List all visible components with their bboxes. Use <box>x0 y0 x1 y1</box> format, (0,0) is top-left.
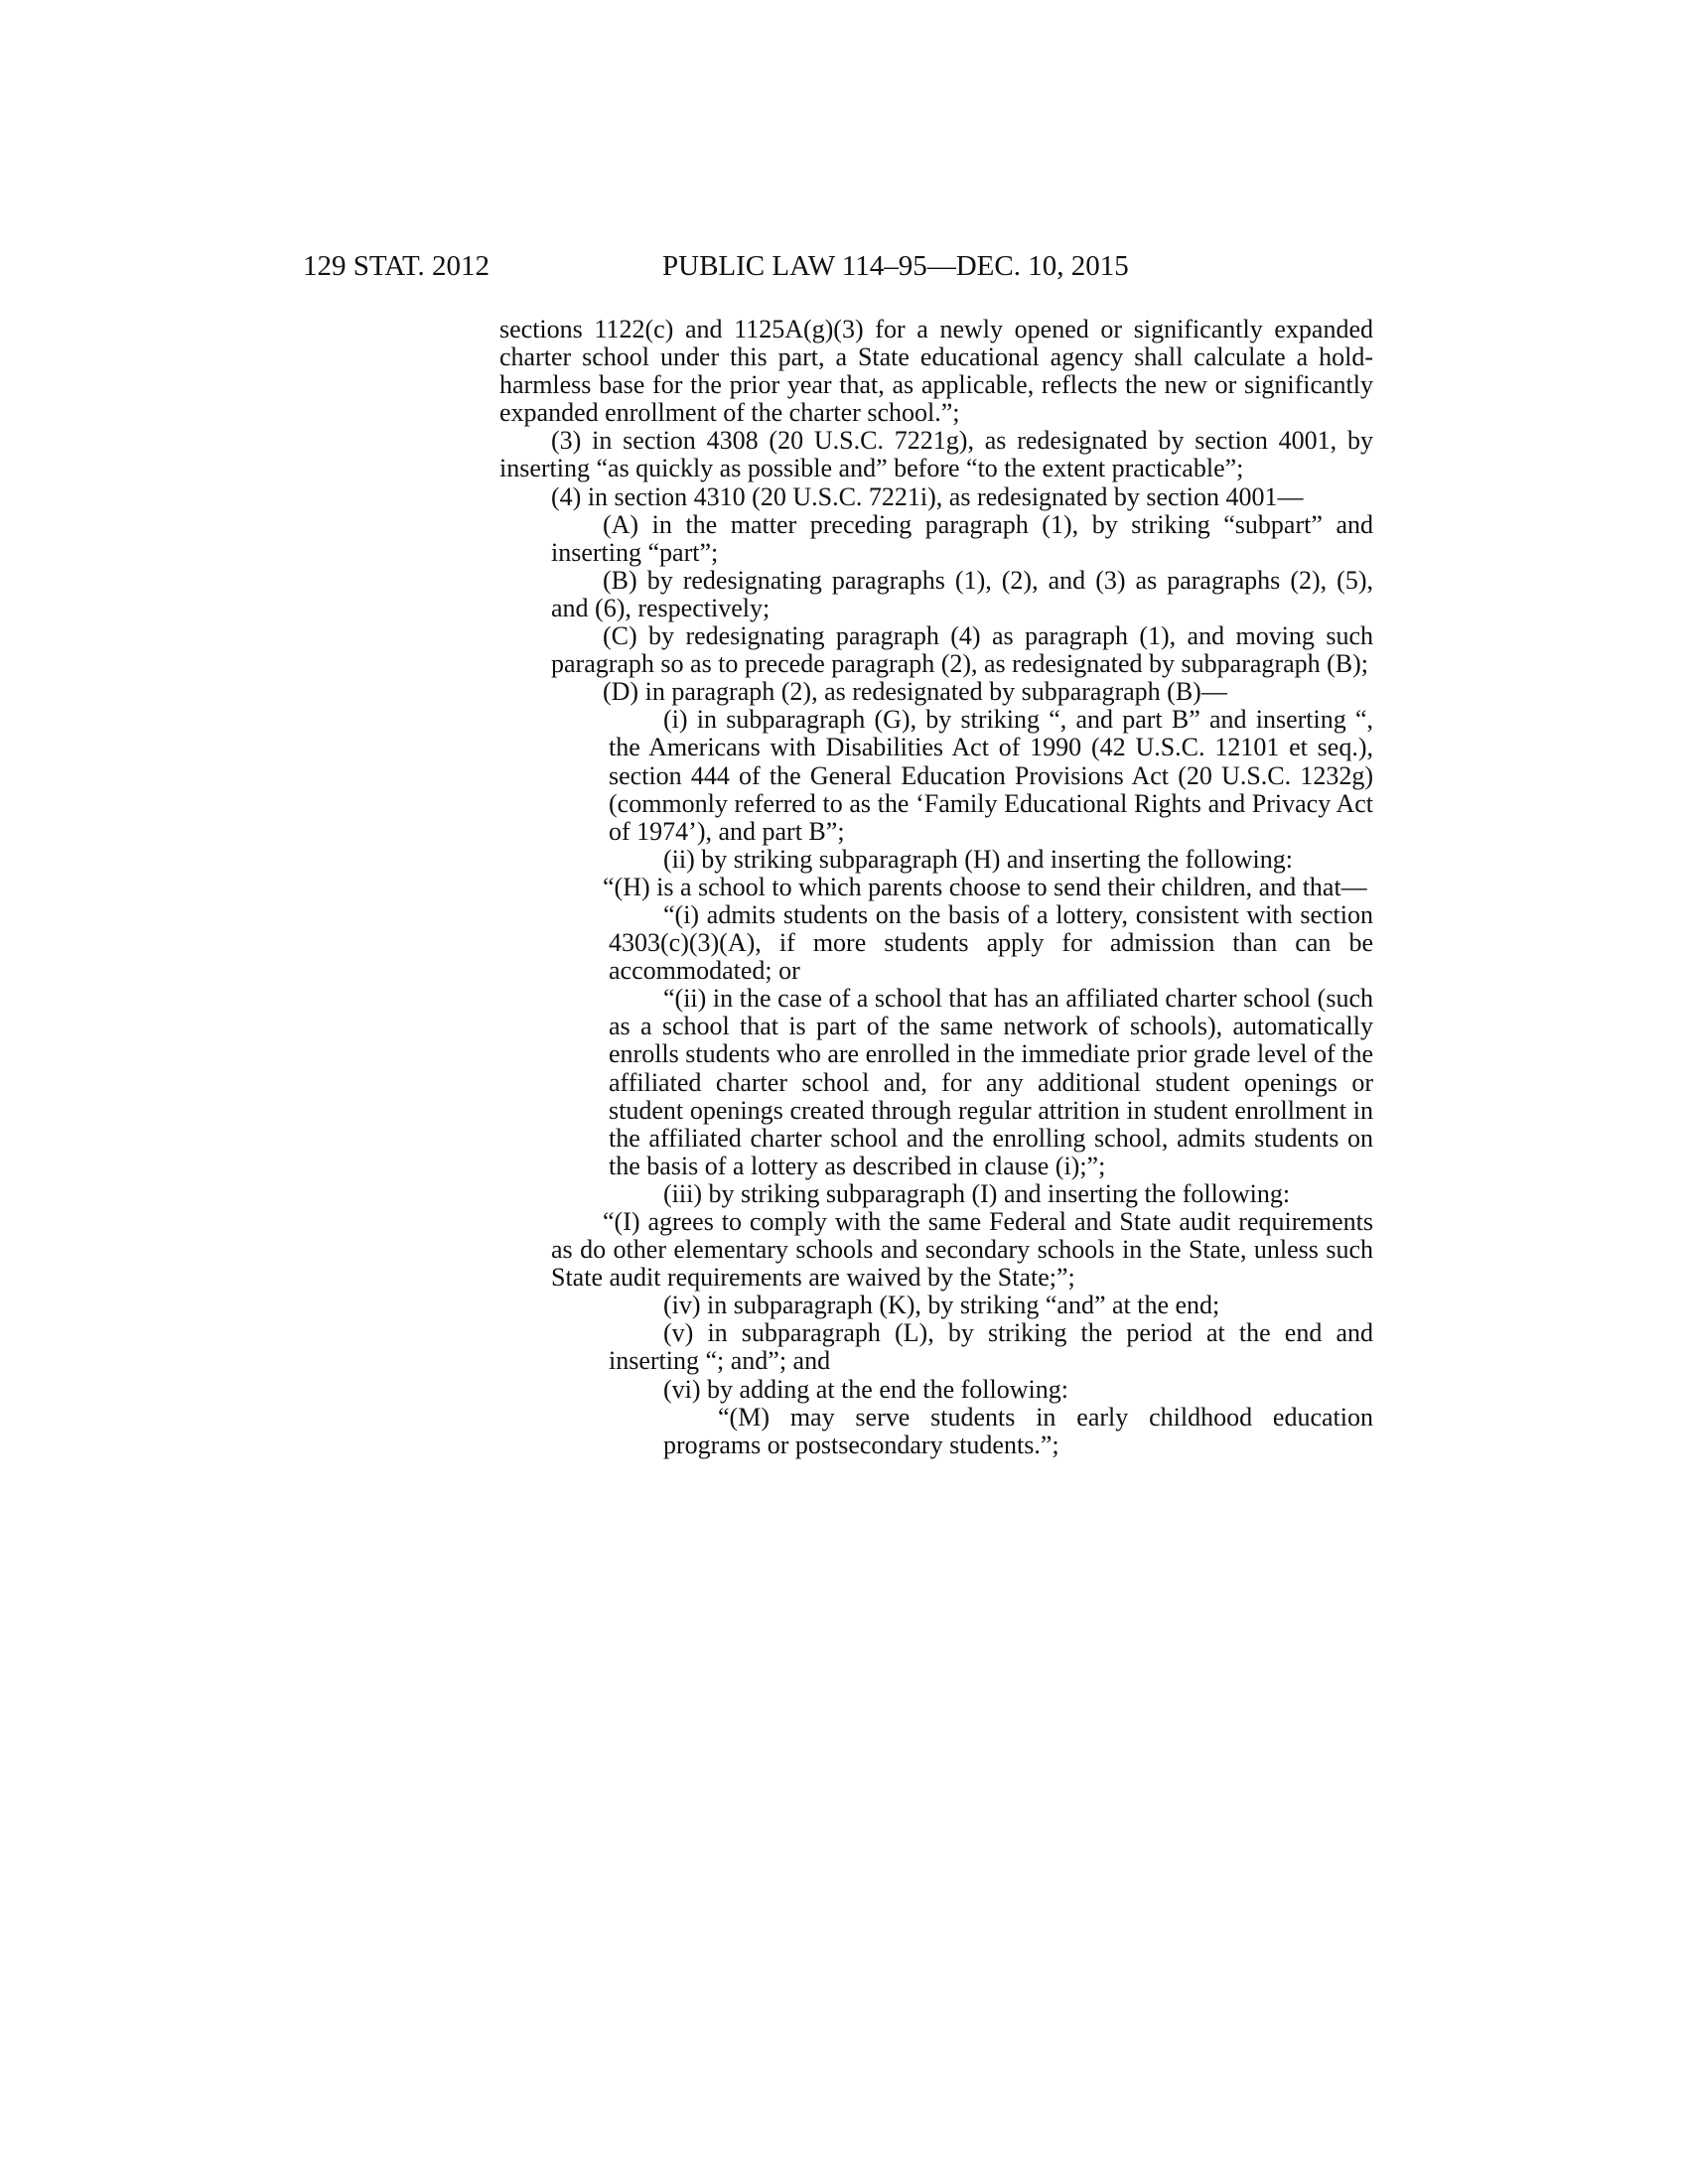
paragraph-4: (4) in section 4310 (20 U.S.C. 7221i), as redesignated by section 4001— <box>551 481 1304 511</box>
clause-iii: (iii) by striking subparagraph (I) and inserting the following: <box>663 1178 1291 1208</box>
paragraph-3: (3) in section 4308 (20 U.S.C. 7221g), as redesignated by section 4001, by inserting “as quickly as possible and” before “to the extent practicable”; <box>499 426 1373 483</box>
clause-iv: (iv) in subparagraph (K), by striking “and” at the end; <box>663 1291 1220 1320</box>
statute-body <box>499 316 1373 1459</box>
quoted-clause-i: “(i) admits students on the basis of a lottery, consistent with section 4303(c)(3)(A), if more students apply for admission than can be accommodated; or <box>609 899 1373 986</box>
paragraph-continuation: sections 1122(c) and 1125A(g)(3) for a newly opened or significantly expanded charter school under this part, a State educational agency shall calculate a hold-harmless base for the prior year that, as applicable, reflects the new or significantly expanded enrollment of the charter school.”; <box>499 315 1373 428</box>
clause-ii: (ii) by striking subparagraph (H) and inserting the following: <box>663 844 1293 874</box>
quoted-subparagraph-h: “(H) is a school to which parents choose to send their children, and that— <box>603 872 1367 901</box>
subparagraph-b: (B) by redesignating paragraphs (1), (2), and (3) as paragraphs (2), (5), and (6), respectively; <box>551 565 1373 622</box>
subparagraph-d: (D) in paragraph (2), as redesignated by subparagraph (B)— <box>603 677 1227 707</box>
quoted-subparagraph-i: “(I) agrees to comply with the same Federal and State audit requirements as do other elementary schools and secondary schools in the State, unless such State audit requirements are waived by the State;”; <box>551 1207 1373 1293</box>
subparagraph-a: (A) in the matter preceding paragraph (1), by striking “subpart” and inserting “part”; <box>551 509 1373 567</box>
quoted-subparagraph-m: “(M) may serve students in early childhood education programs or postsecondary students.”; <box>663 1402 1373 1459</box>
subparagraph-c: (C) by redesignating paragraph (4) as paragraph (1), and moving such paragraph so as to precede paragraph (2), as redesignated by subparagraph (B); <box>551 621 1373 679</box>
clause-vi: (vi) by adding at the end the following: <box>663 1374 1068 1404</box>
quoted-clause-ii: “(ii) in the case of a school that has an affiliated charter school (such as a school that is part of the same network of schools), automatically enrolls students who are enrolled in the immediate prior grade level of the affiliated charter school and, for any additional student openings or student openings created through regular attrition in student enrollment in the affiliated charter school and the enrolling school, admits students on the basis of a lottery as described in clause (i);”; <box>609 984 1373 1180</box>
public-law-citation: PUBLIC LAW 114–95—DEC. 10, 2015 <box>662 250 1129 282</box>
page-header <box>303 246 1216 286</box>
clause-v: (v) in subparagraph (L), by striking the period at the end and inserting “; and”; and <box>609 1318 1373 1376</box>
statute-citation: 129 STAT. 2012 <box>303 250 491 282</box>
clause-i: (i) in subparagraph (G), by striking “, and part B” and inserting “, the Americans with Disabilities Act of 1990 (42 U.S.C. 12101 et seq.), section 444 of the General Education Provisions Act (20 U.S.C. 1232g) (commonly referred to as the ‘Family Educational Rights and Privacy Act of 1974’), and part B”; <box>609 705 1373 846</box>
